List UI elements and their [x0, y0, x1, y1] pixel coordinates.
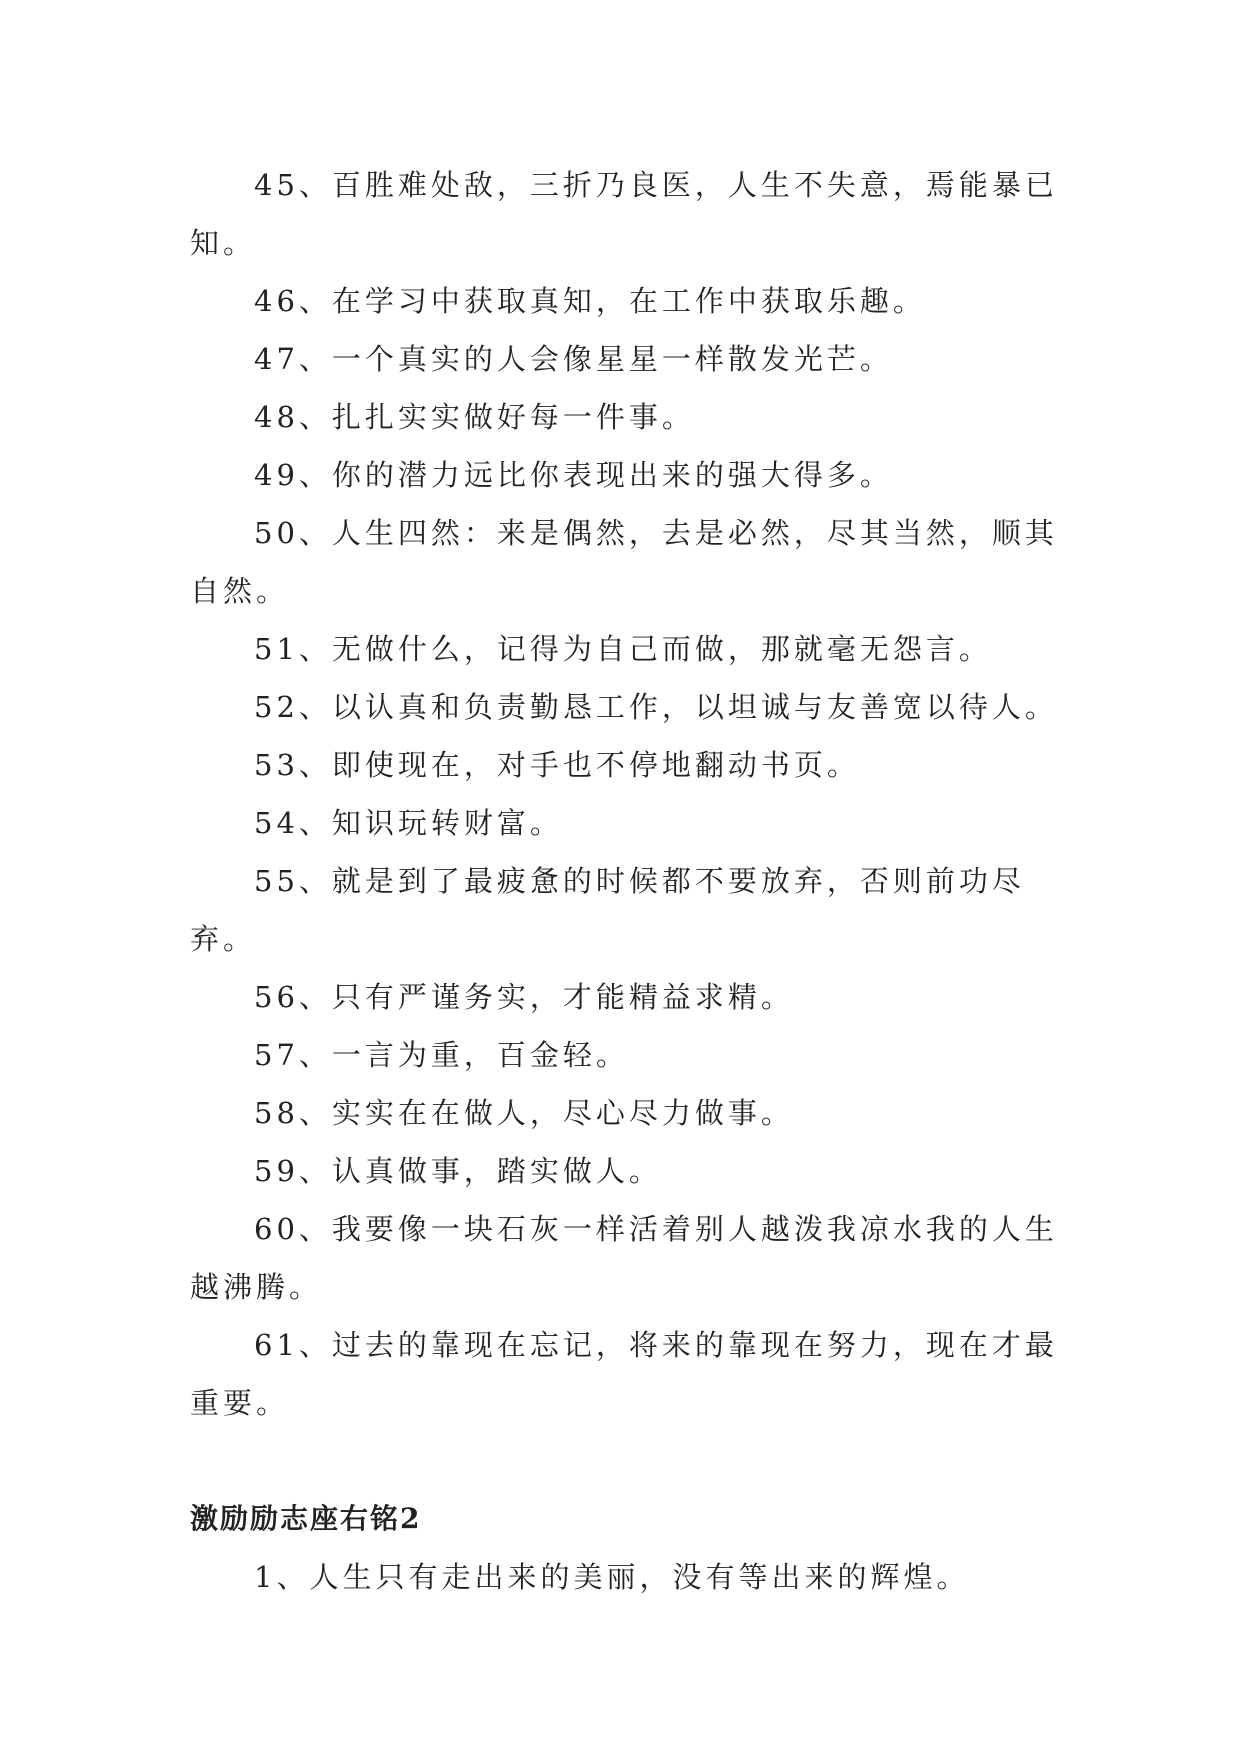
list-item: 57、一言为重，百金轻。: [254, 1038, 629, 1072]
list-item: 47、一个真实的人会像星星一样散发光芒。: [254, 342, 893, 376]
list-item: 1、人生只有走出来的美丽，没有等出来的辉煌。: [254, 1560, 970, 1594]
list-item: 54、知识玩转财富。: [254, 806, 563, 840]
list-item: 50、人生四然：来是偶然，去是必然，尽其当然，顺其自然。: [190, 516, 1058, 608]
list-item: 56、只有严谨务实，才能精益求精。: [254, 980, 794, 1014]
list-item: 58、实实在在做人，尽心尽力做事。: [254, 1096, 794, 1130]
document-body: [190, 156, 1070, 1606]
list-item: 49、你的潜力远比你表现出来的强大得多。: [254, 458, 893, 492]
list-item: 46、在学习中获取真知，在工作中获取乐趣。: [254, 284, 926, 318]
list-item: 51、无做什么，记得为自己而做，那就毫无怨言。: [254, 632, 992, 666]
list-item: 53、即使现在，对手也不停地翻动书页。: [254, 748, 860, 782]
list-item: 52、以认真和负责勤恳工作，以坦诚与友善宽以待人。: [254, 690, 1058, 724]
list-item: 60、我要像一块石灰一样活着别人越泼我凉水我的人生越沸腾。: [190, 1212, 1058, 1304]
list-item: 61、过去的靠现在忘记，将来的靠现在努力，现在才最重要。: [190, 1328, 1058, 1420]
list-item: 45、百胜难处敌，三折乃良医，人生不失意，焉能暴已知。: [190, 168, 1058, 260]
section-heading: 激励励志座右铭2: [190, 1502, 422, 1535]
list-item: 55、就是到了最疲惫的时候都不要放弃，否则前功尽弃。: [190, 864, 1025, 956]
list-item: 59、认真做事，踏实做人。: [254, 1154, 662, 1188]
list-item: 48、扎扎实实做好每一件事。: [254, 400, 695, 434]
